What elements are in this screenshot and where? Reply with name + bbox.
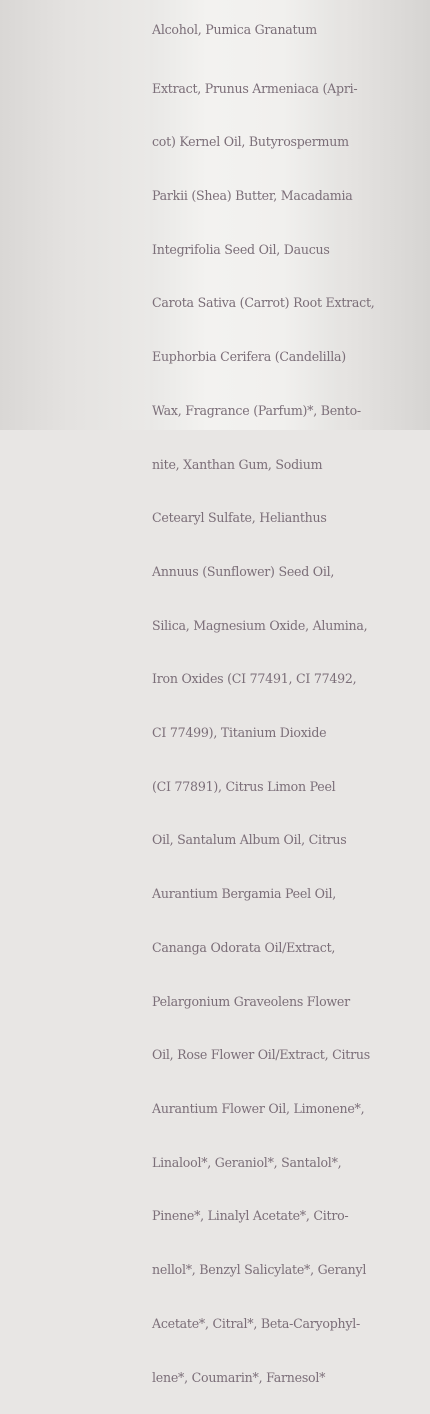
ingredient-line: Pinene*, Linalyl Acetate*, Citro- [152, 1208, 349, 1224]
ingredient-line: (CI 77891), Citrus Limon Peel [152, 778, 336, 794]
ingredient-line: Alcohol, Pumica Granatum [152, 21, 317, 37]
ingredient-line: Acetate*, Citral*, Beta-Caryophyl- [152, 1315, 361, 1331]
ingredient-line: Pelargonium Graveolens Flower [152, 993, 350, 1009]
ingredient-line: Wax, Fragrance (Parfum)*, Bento- [152, 402, 361, 418]
ingredient-line: Integrifolia Seed Oil, Daucus [152, 241, 330, 257]
ingredient-line: Oil, Santalum Album Oil, Citrus [152, 832, 347, 848]
ingredient-line: Oil, Rose Flower Oil/Extract, Citrus [152, 1047, 370, 1063]
ingredient-line: Euphorbia Cerifera (Candelilla) [152, 349, 346, 365]
ingredient-line: Carota Sativa (Carrot) Root Extract, [152, 295, 375, 311]
ingredient-line: Extract, Prunus Armeniaca (Apri- [152, 80, 358, 96]
ingredient-line: Iron Oxides (CI 77491, CI 77492, [152, 671, 357, 687]
ingredient-line: Linalool*, Geraniol*, Santalol*, [152, 1154, 342, 1170]
ingredient-line: Annuus (Sunflower) Seed Oil, [152, 563, 335, 579]
ingredient-line: lene*, Coumarin*, Farnesol* [152, 1369, 326, 1385]
ingredient-line: nite, Xanthan Gum, Sodium [152, 456, 323, 472]
ingredient-line: Aurantium Flower Oil, Limonene*, [152, 1100, 365, 1116]
ingredient-line: Parkii (Shea) Butter, Macadamia [152, 188, 353, 204]
ingredient-line: Cananga Odorata Oil/Extract, [152, 939, 336, 955]
ingredient-line: Aurantium Bergamia Peel Oil, [152, 886, 336, 902]
ingredient-line: Silica, Magnesium Oxide, Alumina, [152, 617, 368, 633]
ingredient-line: nellol*, Benzyl Salicylate*, Geranyl [152, 1262, 367, 1278]
ingredient-line: Cetearyl Sulfate, Helianthus [152, 510, 327, 526]
ingredient-line: CI 77499), Titanium Dioxide [152, 725, 327, 741]
ingredient-line: cot) Kernel Oil, Butyrospermum [152, 134, 349, 150]
ingredients-list [152, 0, 375, 1414]
